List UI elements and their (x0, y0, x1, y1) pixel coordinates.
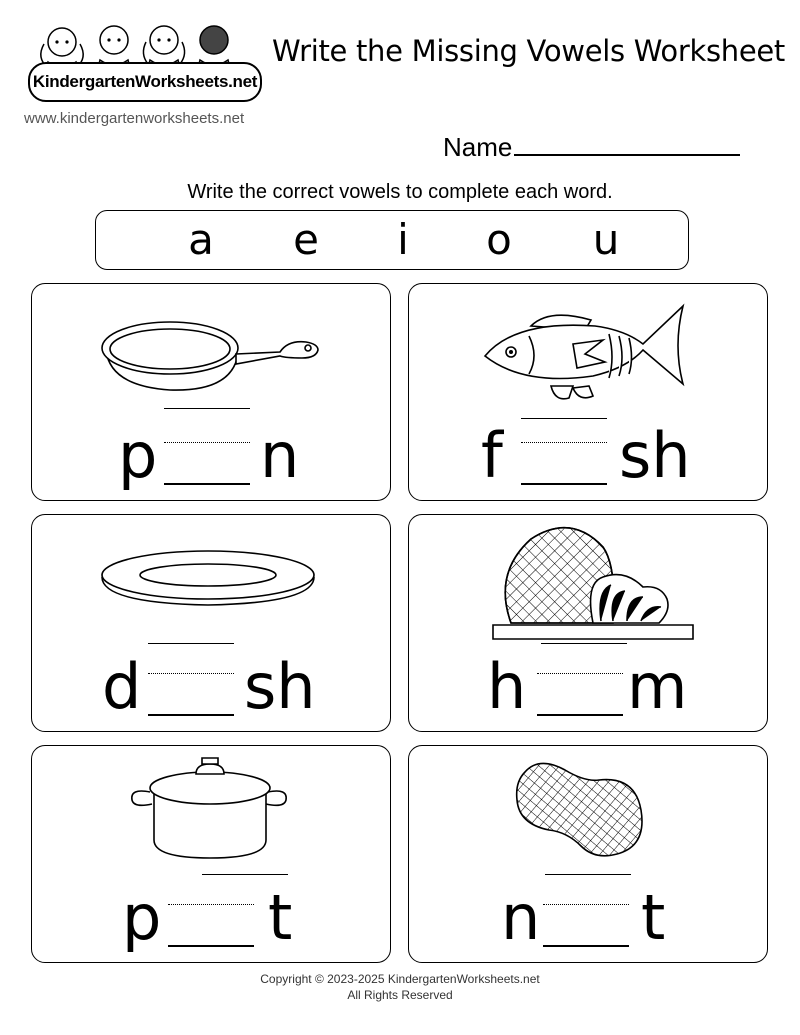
word-card-dish (31, 514, 391, 732)
word-card-pan (31, 283, 391, 501)
site-url: www.kindergartenworksheets.net (24, 110, 245, 127)
vowel-bank (95, 210, 689, 270)
letter-after: m (627, 650, 688, 723)
letter-after: t (641, 881, 666, 954)
word-row (32, 878, 390, 958)
word-row (409, 647, 767, 727)
guide-top-line (202, 874, 288, 875)
letter-after: t (268, 881, 293, 954)
dish-icon (98, 545, 318, 615)
name-field[interactable] (443, 128, 740, 163)
vowel-blank[interactable] (537, 647, 623, 727)
ham-icon (491, 525, 697, 643)
word-card-pot (31, 745, 391, 963)
letter-before: h (487, 650, 527, 723)
logo-wordmark: KindergartenWorksheets.net (28, 62, 262, 102)
letter-after: sh (244, 650, 316, 723)
word-card-fish (408, 283, 768, 501)
footer-copyright (0, 971, 800, 1003)
frying-pan-icon (98, 308, 324, 398)
word-row (409, 416, 767, 496)
vowel-i: i (397, 215, 409, 264)
letter-after: sh (619, 419, 691, 492)
pot-icon (128, 752, 292, 864)
letter-after: n (260, 419, 300, 492)
name-write-line[interactable] (514, 128, 740, 156)
word-card-nut (408, 745, 768, 963)
letter-before: p (118, 419, 158, 492)
peanut-icon (515, 756, 645, 860)
word-card-ham (408, 514, 768, 732)
fish-icon (481, 300, 695, 406)
letter-before: f (481, 419, 503, 492)
guide-top-line (545, 874, 631, 875)
letter-before: p (122, 881, 162, 954)
word-row (32, 647, 390, 727)
rights-text: All Rights Reserved (347, 988, 453, 1002)
copyright-text: Copyright © 2023-2025 KindergartenWorksheets.net (260, 972, 540, 986)
letter-before: d (102, 650, 142, 723)
vowel-blank[interactable] (543, 878, 629, 958)
vowel-blank[interactable] (148, 647, 234, 727)
page-title: Write the Missing Vowels Worksheet (272, 34, 786, 68)
guide-top-line (164, 408, 250, 409)
vowel-blank[interactable] (521, 416, 607, 496)
word-row (409, 878, 767, 958)
vowel-blank[interactable] (168, 878, 254, 958)
word-row (32, 416, 390, 496)
vowel-a: a (188, 215, 214, 264)
guide-top-line (148, 643, 234, 644)
vowel-blank[interactable] (164, 416, 250, 496)
vowel-u: u (592, 215, 620, 264)
vowel-o: o (486, 215, 512, 264)
instruction-text: Write the correct vowels to complete each word. (187, 181, 613, 203)
vowel-e: e (293, 215, 319, 264)
letter-before: n (501, 881, 541, 954)
name-label: Name (443, 132, 513, 162)
guide-top-line (541, 643, 627, 644)
